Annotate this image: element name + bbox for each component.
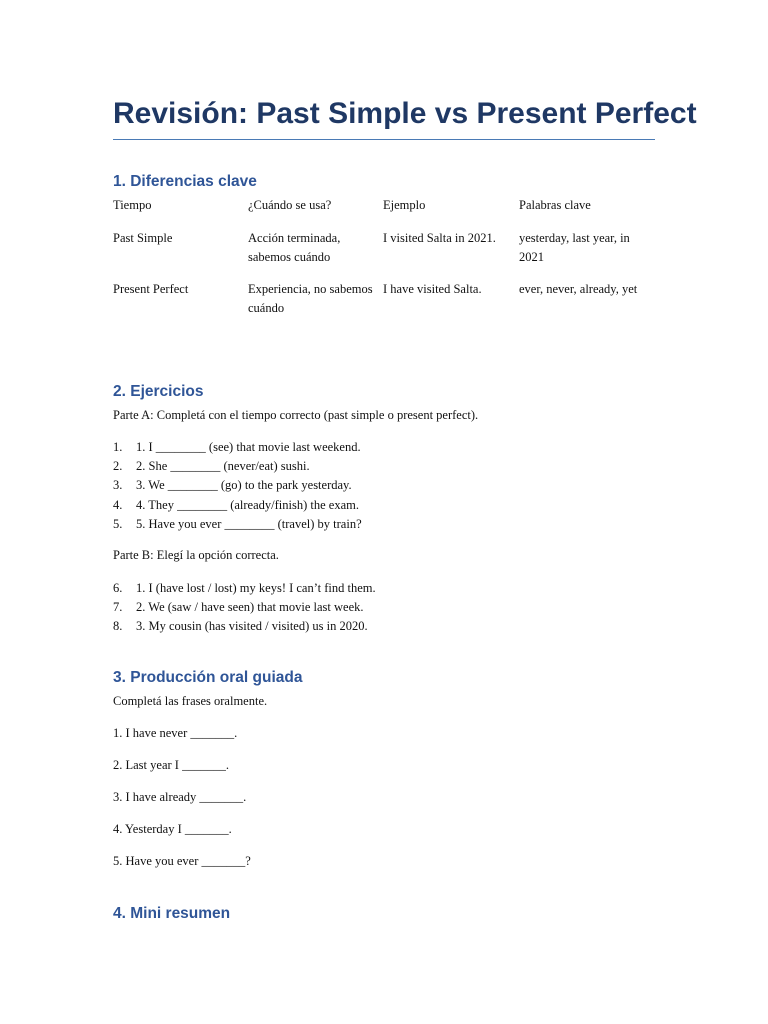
oral-prompt: 1. I have never _______. — [113, 726, 238, 740]
list-number: 7. — [113, 600, 123, 615]
list-item-text: 2. We (saw / have seen) that movie last week. — [136, 600, 364, 615]
oral-prompt: 4. Yesterday I _______. — [113, 822, 232, 836]
list-item-text: 4. They ________ (already/finish) the exam. — [136, 497, 359, 512]
section-heading-exercises: 2. Ejercicios — [113, 383, 204, 400]
list-number: 4. — [113, 497, 123, 512]
list-item-text: 3. My cousin (has visited / visited) us in 2020. — [136, 619, 368, 634]
list-item — [113, 515, 362, 534]
oral-prompt: 5. Have you ever _______? — [113, 854, 251, 868]
table-cell: ever, never, already, yet — [519, 281, 638, 296]
list-item — [113, 476, 362, 495]
table-header-cell: ¿Cuándo se usa? — [248, 198, 332, 212]
table-header-cell: Ejemplo — [383, 198, 426, 212]
part-b-list — [113, 579, 376, 637]
list-number: 5. — [113, 516, 123, 531]
title-underline — [113, 139, 655, 140]
list-item-text: 1. I (have lost / lost) my keys! I can’t find them. — [136, 581, 376, 595]
table-cell: yesterday, last year, in 2021 — [519, 230, 630, 264]
document-title: Revisión: Past Simple vs Present Perfect — [113, 97, 697, 130]
table-row — [113, 280, 655, 331]
section-heading-oral-production: 3. Producción oral guiada — [113, 669, 303, 686]
list-number: 1. — [113, 440, 123, 454]
list-item — [113, 598, 376, 617]
table-cell: I have visited Salta. — [383, 281, 482, 296]
table-cell: Experiencia, no sabemos cuándo — [248, 281, 373, 315]
table-header-cell: Palabras clave — [519, 198, 591, 212]
list-item-text: 1. I ________ (see) that movie last weekend. — [136, 440, 361, 454]
list-item-text: 5. Have you ever ________ (travel) by train? — [136, 516, 362, 531]
list-number: 8. — [113, 619, 123, 634]
table-cell: Present Perfect — [113, 281, 189, 296]
list-item-text: 3. We ________ (go) to the park yesterday. — [136, 478, 352, 493]
list-item — [113, 617, 376, 636]
list-item-text: 2. She ________ (never/eat) sushi. — [136, 459, 310, 474]
section-heading-differences: 1. Diferencias clave — [113, 173, 257, 190]
differences-table — [113, 196, 655, 331]
table-row — [113, 229, 655, 280]
part-a-instruction: Parte A: Completá con el tiempo correcto (past simple o present perfect). — [113, 408, 479, 422]
oral-instruction: Completá las frases oralmente. — [113, 694, 268, 708]
table-cell: Past Simple — [113, 230, 173, 245]
list-item — [113, 579, 376, 598]
list-number: 6. — [113, 581, 123, 595]
table-cell: Acción terminada, sabemos cuándo — [248, 230, 341, 264]
section-heading-summary: 4. Mini resumen — [113, 905, 231, 922]
part-a-list — [113, 438, 362, 534]
oral-prompt: 3. I have already _______. — [113, 790, 247, 804]
table-header-cell: Tiempo — [113, 198, 152, 212]
list-item — [113, 457, 362, 476]
list-item — [113, 496, 362, 515]
table-header-row — [113, 196, 655, 229]
table-cell: I visited Salta in 2021. — [383, 230, 496, 245]
list-number: 3. — [113, 478, 123, 493]
list-number: 2. — [113, 459, 123, 474]
oral-prompt: 2. Last year I _______. — [113, 758, 229, 772]
list-item — [113, 438, 362, 457]
part-b-instruction: Parte B: Elegí la opción correcta. — [113, 548, 279, 562]
